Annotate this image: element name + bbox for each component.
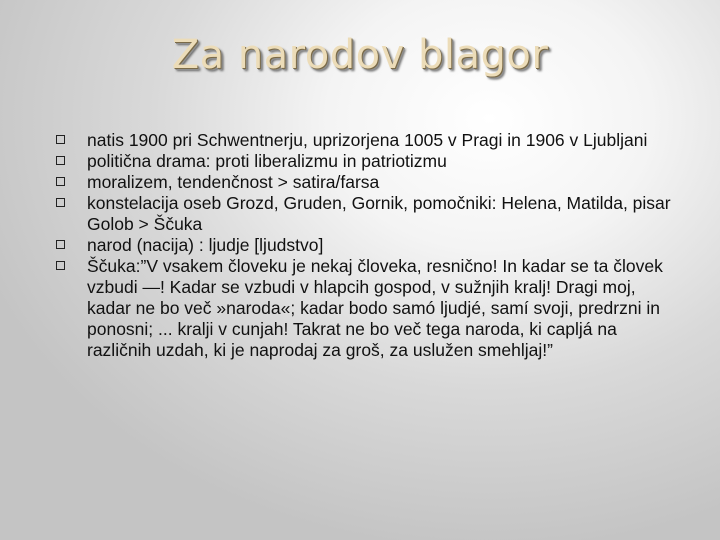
hollow-square-bullet-icon xyxy=(56,261,65,270)
slide-title: Za narodov blagor xyxy=(171,32,549,78)
bullet-text: Ščuka:”V vsakem človeku je nekaj človeka, resnično! In kadar se ta človek vzbudi —! Kadar se vzbudi v hlapcih gospod, v sužnjih kralj! Dragi moj, kadar ne bo več »naroda«; kadar bodo samó ljudjé, samí svoji, predrzni in ponosni; ... kralji v cunjah! Takrat ne bo več tega naroda, ki capljá na različnih uzdah, ki je naprodaj za groš, za uslužen smehljaj!” xyxy=(87,256,663,360)
bullet-item xyxy=(56,172,672,193)
bullet-item xyxy=(56,256,672,361)
bullet-item xyxy=(56,130,672,151)
hollow-square-bullet-icon xyxy=(56,240,65,249)
bullet-item xyxy=(56,193,672,235)
bullet-list xyxy=(56,130,672,361)
hollow-square-bullet-icon xyxy=(56,135,65,144)
bullet-text: moralizem, tendenčnost > satira/farsa xyxy=(87,172,380,192)
bullet-text: natis 1900 pri Schwentnerju, uprizorjena 1005 v Pragi in 1906 v Ljubljani xyxy=(87,130,648,150)
bullet-item xyxy=(56,235,672,256)
hollow-square-bullet-icon xyxy=(56,156,65,165)
bullet-text: narod (nacija) : ljudje [ljudstvo] xyxy=(87,235,324,255)
bullet-text: politična drama: proti liberalizmu in patriotizmu xyxy=(87,151,447,171)
bullet-text: konstelacija oseb Grozd, Gruden, Gornik, pomočniki: Helena, Matilda, pisar Golob > Ščuka xyxy=(87,193,671,234)
hollow-square-bullet-icon xyxy=(56,198,65,207)
hollow-square-bullet-icon xyxy=(56,177,65,186)
bullet-item xyxy=(56,151,672,172)
